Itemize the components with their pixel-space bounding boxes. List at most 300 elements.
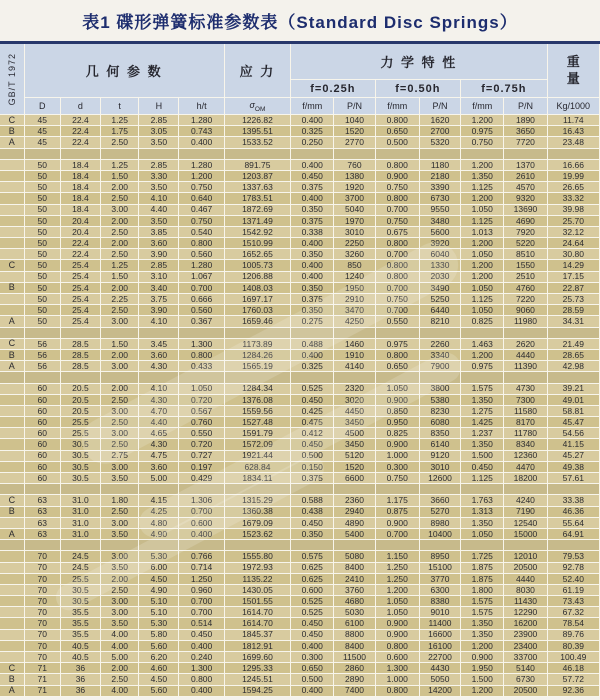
value-cell: 0.575 bbox=[291, 551, 334, 562]
value-cell: 57.61 bbox=[547, 473, 599, 484]
value-cell: 760 bbox=[334, 159, 375, 170]
value-cell: 1.25 bbox=[101, 115, 139, 126]
value-cell: 4570 bbox=[504, 182, 547, 193]
col-D: D bbox=[24, 98, 60, 115]
col-d: d bbox=[60, 98, 100, 115]
series-class-cell: B bbox=[0, 506, 24, 517]
series-class-cell bbox=[0, 327, 24, 338]
value-cell: 3.10 bbox=[139, 271, 179, 282]
value-cell: 1330 bbox=[419, 260, 460, 271]
table-row bbox=[0, 495, 600, 506]
value-cell: 2.00 bbox=[101, 215, 139, 226]
value-cell: 6300 bbox=[419, 584, 460, 595]
series-class-cell: C bbox=[0, 663, 24, 674]
value-cell: 0.400 bbox=[179, 685, 224, 696]
value-cell: 3.00 bbox=[101, 316, 139, 327]
value-cell: 1.500 bbox=[461, 674, 504, 685]
value-cell bbox=[375, 540, 419, 551]
value-cell bbox=[504, 540, 547, 551]
series-class-cell bbox=[0, 517, 24, 528]
value-cell: 3.00 bbox=[101, 596, 139, 607]
value-cell: 1.050 bbox=[375, 607, 419, 618]
value-cell: 23900 bbox=[504, 629, 547, 640]
value-cell: 1.125 bbox=[461, 182, 504, 193]
value-cell: 8980 bbox=[419, 517, 460, 528]
series-class-cell: A bbox=[0, 685, 24, 696]
series-class-cell bbox=[0, 305, 24, 316]
value-cell: 5600 bbox=[419, 226, 460, 237]
value-cell: 0.467 bbox=[179, 204, 224, 215]
value-cell: 36 bbox=[60, 685, 100, 696]
series-class-cell: C bbox=[0, 338, 24, 349]
value-cell: 0.400 bbox=[291, 159, 334, 170]
value-cell: 1.463 bbox=[461, 338, 504, 349]
value-cell: 2260 bbox=[419, 338, 460, 349]
series-class-cell bbox=[0, 271, 24, 282]
value-cell: 70 bbox=[24, 596, 60, 607]
value-cell: 1.300 bbox=[179, 338, 224, 349]
value-cell: 6440 bbox=[419, 305, 460, 316]
value-cell: 5.10 bbox=[139, 596, 179, 607]
value-cell: 49.01 bbox=[547, 394, 599, 405]
value-cell: 56 bbox=[24, 361, 60, 372]
value-cell: 1.150 bbox=[375, 551, 419, 562]
value-cell: 1620 bbox=[419, 115, 460, 126]
value-cell: 8030 bbox=[504, 584, 547, 595]
value-cell: 0.800 bbox=[375, 349, 419, 360]
value-cell: 30.5 bbox=[60, 439, 100, 450]
table-row bbox=[0, 450, 600, 461]
value-cell: 17.15 bbox=[547, 271, 599, 282]
value-cell: 54.56 bbox=[547, 428, 599, 439]
value-cell: 1.575 bbox=[461, 596, 504, 607]
value-cell: 3650 bbox=[504, 126, 547, 137]
value-cell: 56 bbox=[24, 349, 60, 360]
value-cell bbox=[24, 327, 60, 338]
value-cell: 12540 bbox=[504, 517, 547, 528]
value-cell: 0.540 bbox=[179, 226, 224, 237]
table-row bbox=[0, 663, 600, 674]
value-cell: 50 bbox=[24, 226, 60, 237]
value-cell: 1.350 bbox=[461, 517, 504, 528]
value-cell: 7300 bbox=[504, 394, 547, 405]
value-cell: 11580 bbox=[504, 405, 547, 416]
value-cell: 4890 bbox=[334, 517, 375, 528]
value-cell: 1520 bbox=[334, 461, 375, 472]
value-cell: 25.70 bbox=[547, 215, 599, 226]
value-cell: 3.45 bbox=[139, 338, 179, 349]
value-cell: 0.900 bbox=[375, 170, 419, 181]
value-cell: 0.900 bbox=[375, 618, 419, 629]
table-row bbox=[0, 506, 600, 517]
value-cell: 0.275 bbox=[291, 316, 334, 327]
value-cell: 46.18 bbox=[547, 663, 599, 674]
value-cell: 0.400 bbox=[291, 238, 334, 249]
value-cell bbox=[547, 484, 599, 495]
value-cell: 89.76 bbox=[547, 629, 599, 640]
value-cell: 3.00 bbox=[101, 204, 139, 215]
value-cell: 1921.44 bbox=[224, 450, 290, 461]
value-cell: 0.700 bbox=[179, 506, 224, 517]
value-cell: 0.550 bbox=[179, 428, 224, 439]
value-cell bbox=[461, 148, 504, 159]
value-cell: 1.75 bbox=[101, 126, 139, 137]
value-cell: 0.500 bbox=[375, 137, 419, 148]
series-class-cell: B bbox=[0, 126, 24, 137]
value-cell: 11400 bbox=[419, 618, 460, 629]
series-class-cell bbox=[0, 439, 24, 450]
value-cell: 5220 bbox=[504, 238, 547, 249]
series-class-cell bbox=[0, 618, 24, 629]
value-cell: 1.013 bbox=[461, 226, 504, 237]
value-cell: 1.125 bbox=[461, 215, 504, 226]
value-cell: 0.640 bbox=[179, 193, 224, 204]
value-cell: 46.36 bbox=[547, 506, 599, 517]
value-cell: 25.4 bbox=[60, 260, 100, 271]
value-cell: 5.00 bbox=[139, 473, 179, 484]
value-cell bbox=[419, 540, 460, 551]
value-cell: 4.75 bbox=[139, 450, 179, 461]
value-cell: 1.575 bbox=[461, 383, 504, 394]
value-cell: 4.30 bbox=[139, 394, 179, 405]
value-cell: 4.80 bbox=[139, 517, 179, 528]
value-cell: 0.600 bbox=[375, 652, 419, 663]
value-cell: 16600 bbox=[419, 629, 460, 640]
value-cell bbox=[101, 484, 139, 495]
series-class-cell: B bbox=[0, 282, 24, 293]
value-cell: 1430.05 bbox=[224, 584, 290, 595]
value-cell: 7900 bbox=[419, 361, 460, 372]
value-cell: 8800 bbox=[334, 629, 375, 640]
table-row bbox=[0, 618, 600, 629]
col-p-075: P/N bbox=[504, 98, 547, 115]
value-cell: 8510 bbox=[504, 249, 547, 260]
value-cell: 1370 bbox=[504, 159, 547, 170]
value-cell: 0.350 bbox=[291, 249, 334, 260]
series-class-cell: C bbox=[0, 260, 24, 271]
table-row bbox=[0, 338, 600, 349]
value-cell: 1679.09 bbox=[224, 517, 290, 528]
value-cell: 0.350 bbox=[291, 204, 334, 215]
value-cell: 1572.09 bbox=[224, 439, 290, 450]
value-cell: 1.200 bbox=[461, 640, 504, 651]
value-cell: 4760 bbox=[504, 282, 547, 293]
value-cell: 2910 bbox=[334, 294, 375, 305]
value-cell: 2620 bbox=[504, 338, 547, 349]
value-cell: 70 bbox=[24, 640, 60, 651]
value-cell: 1408.03 bbox=[224, 282, 290, 293]
value-cell bbox=[334, 372, 375, 383]
value-cell: 9550 bbox=[419, 204, 460, 215]
value-cell: 4140 bbox=[334, 361, 375, 372]
col-p-025: P/N bbox=[334, 98, 375, 115]
value-cell: 22.4 bbox=[60, 115, 100, 126]
value-cell: 0.400 bbox=[291, 115, 334, 126]
value-cell: 3.00 bbox=[101, 361, 139, 372]
value-cell: 5400 bbox=[334, 528, 375, 539]
value-cell: 2.00 bbox=[101, 349, 139, 360]
table-row bbox=[0, 473, 600, 484]
deflection-075: f=0.75h bbox=[461, 80, 548, 98]
value-cell: 0.375 bbox=[291, 182, 334, 193]
table-row bbox=[0, 115, 600, 126]
value-cell: 0.250 bbox=[291, 137, 334, 148]
value-cell: 0.400 bbox=[179, 137, 224, 148]
group-weight bbox=[547, 43, 599, 98]
value-cell: 0.525 bbox=[291, 607, 334, 618]
value-cell: 0.960 bbox=[179, 584, 224, 595]
value-cell: 30.5 bbox=[60, 450, 100, 461]
value-cell: 5.10 bbox=[139, 607, 179, 618]
value-cell: 1.000 bbox=[375, 450, 419, 461]
value-cell: 0.975 bbox=[375, 338, 419, 349]
value-cell: 1550 bbox=[504, 260, 547, 271]
value-cell: 70 bbox=[24, 629, 60, 640]
value-cell: 33.38 bbox=[547, 495, 599, 506]
value-cell: 3.85 bbox=[139, 226, 179, 237]
value-cell bbox=[334, 327, 375, 338]
value-cell: 45.27 bbox=[547, 450, 599, 461]
value-cell: 61.19 bbox=[547, 584, 599, 595]
value-cell: 4.00 bbox=[101, 640, 139, 651]
value-cell: 7220 bbox=[504, 294, 547, 305]
value-cell: 50 bbox=[24, 294, 60, 305]
value-cell: 2030 bbox=[419, 271, 460, 282]
value-cell: 20.5 bbox=[60, 383, 100, 394]
value-cell: 1527.48 bbox=[224, 417, 290, 428]
value-cell: 2860 bbox=[334, 663, 375, 674]
table-row bbox=[0, 215, 600, 226]
value-cell: 0.375 bbox=[291, 215, 334, 226]
value-cell: 0.600 bbox=[179, 517, 224, 528]
value-cell: 4470 bbox=[504, 461, 547, 472]
value-cell: 30.80 bbox=[547, 249, 599, 260]
value-cell: 18.4 bbox=[60, 159, 100, 170]
value-cell: 2.85 bbox=[139, 260, 179, 271]
value-cell: 2320 bbox=[334, 383, 375, 394]
value-cell: 1652.65 bbox=[224, 249, 290, 260]
value-cell: 2.50 bbox=[101, 439, 139, 450]
value-cell: 12010 bbox=[504, 551, 547, 562]
value-cell: 63 bbox=[24, 495, 60, 506]
value-cell: 22.87 bbox=[547, 282, 599, 293]
value-cell: 0.338 bbox=[291, 226, 334, 237]
value-cell: 4680 bbox=[334, 596, 375, 607]
table-row bbox=[0, 305, 600, 316]
value-cell: 8230 bbox=[419, 405, 460, 416]
value-cell: 1135.22 bbox=[224, 573, 290, 584]
value-cell: 4.25 bbox=[139, 506, 179, 517]
value-cell: 1.175 bbox=[375, 495, 419, 506]
table-row bbox=[0, 249, 600, 260]
series-class-cell bbox=[0, 405, 24, 416]
value-cell: 2.25 bbox=[101, 294, 139, 305]
value-cell: 70 bbox=[24, 652, 60, 663]
value-cell: 39.21 bbox=[547, 383, 599, 394]
value-cell: 1559.56 bbox=[224, 405, 290, 416]
value-cell: 0.567 bbox=[179, 405, 224, 416]
value-cell: 25.73 bbox=[547, 294, 599, 305]
table-row bbox=[0, 361, 600, 372]
value-cell: 1.125 bbox=[461, 473, 504, 484]
value-cell: 3490 bbox=[419, 282, 460, 293]
value-cell: 0.450 bbox=[291, 439, 334, 450]
value-cell: 1.25 bbox=[101, 159, 139, 170]
series-class-cell bbox=[0, 417, 24, 428]
value-cell: 1.280 bbox=[179, 260, 224, 271]
value-cell: 3020 bbox=[334, 394, 375, 405]
value-cell: 0.450 bbox=[291, 170, 334, 181]
value-cell: 6100 bbox=[334, 618, 375, 629]
series-class-cell bbox=[0, 372, 24, 383]
value-cell: 1.050 bbox=[375, 383, 419, 394]
table-row bbox=[0, 417, 600, 428]
value-cell: 60 bbox=[24, 383, 60, 394]
value-cell: 8380 bbox=[419, 596, 460, 607]
value-cell: 1.050 bbox=[375, 596, 419, 607]
value-cell: 0.750 bbox=[375, 215, 419, 226]
value-cell: 0.400 bbox=[291, 640, 334, 651]
value-cell: 50 bbox=[24, 215, 60, 226]
table-row bbox=[0, 640, 600, 651]
value-cell: 70 bbox=[24, 607, 60, 618]
value-cell: 57.72 bbox=[547, 674, 599, 685]
value-cell: 1173.89 bbox=[224, 338, 290, 349]
value-cell: 1783.51 bbox=[224, 193, 290, 204]
series-class-cell bbox=[0, 383, 24, 394]
value-cell: 0.700 bbox=[179, 607, 224, 618]
value-cell: 1920 bbox=[334, 182, 375, 193]
value-cell: 0.500 bbox=[291, 450, 334, 461]
value-cell bbox=[24, 484, 60, 495]
value-cell: 23400 bbox=[504, 640, 547, 651]
value-cell: 4240 bbox=[504, 495, 547, 506]
value-cell: 0.429 bbox=[179, 473, 224, 484]
value-cell: 2.50 bbox=[101, 305, 139, 316]
value-cell: 1.050 bbox=[461, 528, 504, 539]
series-class-cell: B bbox=[0, 674, 24, 685]
value-cell: 2890 bbox=[334, 674, 375, 685]
value-cell: 3.00 bbox=[101, 428, 139, 439]
value-cell: 40.5 bbox=[60, 640, 100, 651]
value-cell: 3.00 bbox=[101, 405, 139, 416]
disc-spring-table bbox=[0, 41, 600, 697]
value-cell: 2700 bbox=[419, 126, 460, 137]
deflection-050: f=0.50h bbox=[375, 80, 460, 98]
value-cell: 0.438 bbox=[291, 506, 334, 517]
value-cell: 16200 bbox=[504, 618, 547, 629]
series-class-cell bbox=[0, 629, 24, 640]
value-cell: 1523.62 bbox=[224, 528, 290, 539]
value-cell: 1460 bbox=[334, 338, 375, 349]
value-cell: 4690 bbox=[504, 215, 547, 226]
value-cell: 70 bbox=[24, 551, 60, 562]
value-cell: 2180 bbox=[419, 170, 460, 181]
value-cell: 3.00 bbox=[101, 517, 139, 528]
value-cell: 0.800 bbox=[375, 238, 419, 249]
value-cell: 2.00 bbox=[101, 238, 139, 249]
value-cell: 64.91 bbox=[547, 528, 599, 539]
value-cell: 3.90 bbox=[139, 305, 179, 316]
value-cell: 67.32 bbox=[547, 607, 599, 618]
value-cell: 628.84 bbox=[224, 461, 290, 472]
value-cell: 70 bbox=[24, 618, 60, 629]
value-cell: 13690 bbox=[504, 204, 547, 215]
value-cell: 1.575 bbox=[461, 607, 504, 618]
value-cell: 1510.99 bbox=[224, 238, 290, 249]
table-row bbox=[0, 193, 600, 204]
value-cell: 31.0 bbox=[60, 495, 100, 506]
value-cell: 1.050 bbox=[461, 204, 504, 215]
value-cell: 28.59 bbox=[547, 305, 599, 316]
value-cell bbox=[291, 148, 334, 159]
value-cell: 11430 bbox=[504, 596, 547, 607]
value-cell: 2.50 bbox=[101, 137, 139, 148]
value-cell: 11980 bbox=[504, 316, 547, 327]
value-cell: 3390 bbox=[419, 182, 460, 193]
value-cell: 3260 bbox=[334, 249, 375, 260]
table-row bbox=[0, 137, 600, 148]
value-cell: 71 bbox=[24, 685, 60, 696]
value-cell: 1.200 bbox=[461, 271, 504, 282]
value-cell: 0.375 bbox=[291, 294, 334, 305]
series-class-cell bbox=[0, 182, 24, 193]
value-cell bbox=[139, 327, 179, 338]
value-cell: 22.4 bbox=[60, 238, 100, 249]
value-cell: 1533.52 bbox=[224, 137, 290, 148]
value-cell: 4.50 bbox=[139, 674, 179, 685]
value-cell: 25.5 bbox=[60, 573, 100, 584]
series-class-cell bbox=[0, 450, 24, 461]
value-cell: 41.15 bbox=[547, 439, 599, 450]
value-cell: 2.75 bbox=[101, 450, 139, 461]
value-cell: 16.66 bbox=[547, 159, 599, 170]
value-cell: 4440 bbox=[504, 349, 547, 360]
value-cell: 71 bbox=[24, 663, 60, 674]
value-cell: 50 bbox=[24, 305, 60, 316]
value-cell bbox=[504, 372, 547, 383]
value-cell: 5120 bbox=[334, 450, 375, 461]
value-cell: 0.400 bbox=[291, 271, 334, 282]
value-cell: 3450 bbox=[334, 417, 375, 428]
table-row bbox=[0, 238, 600, 249]
value-cell: 1.350 bbox=[461, 618, 504, 629]
value-cell: 15000 bbox=[504, 528, 547, 539]
value-cell: 70 bbox=[24, 573, 60, 584]
value-cell: 7400 bbox=[334, 685, 375, 696]
value-cell: 1.280 bbox=[179, 115, 224, 126]
value-cell: 1005.73 bbox=[224, 260, 290, 271]
value-cell: 15100 bbox=[419, 562, 460, 573]
value-cell: 2250 bbox=[334, 238, 375, 249]
value-cell: 1697.17 bbox=[224, 294, 290, 305]
value-cell: 73.43 bbox=[547, 596, 599, 607]
value-cell: 1380 bbox=[334, 170, 375, 181]
value-cell: 1.800 bbox=[461, 584, 504, 595]
value-cell: 3.00 bbox=[101, 461, 139, 472]
value-cell: 60 bbox=[24, 428, 60, 439]
value-cell: 50 bbox=[24, 249, 60, 260]
value-cell: 0.800 bbox=[375, 640, 419, 651]
value-cell bbox=[419, 327, 460, 338]
value-cell: 0.650 bbox=[291, 663, 334, 674]
value-cell: 9060 bbox=[504, 305, 547, 316]
value-cell bbox=[139, 484, 179, 495]
value-cell: 0.975 bbox=[461, 126, 504, 137]
value-cell: 2.50 bbox=[101, 417, 139, 428]
value-cell bbox=[60, 540, 100, 551]
value-cell bbox=[419, 484, 460, 495]
